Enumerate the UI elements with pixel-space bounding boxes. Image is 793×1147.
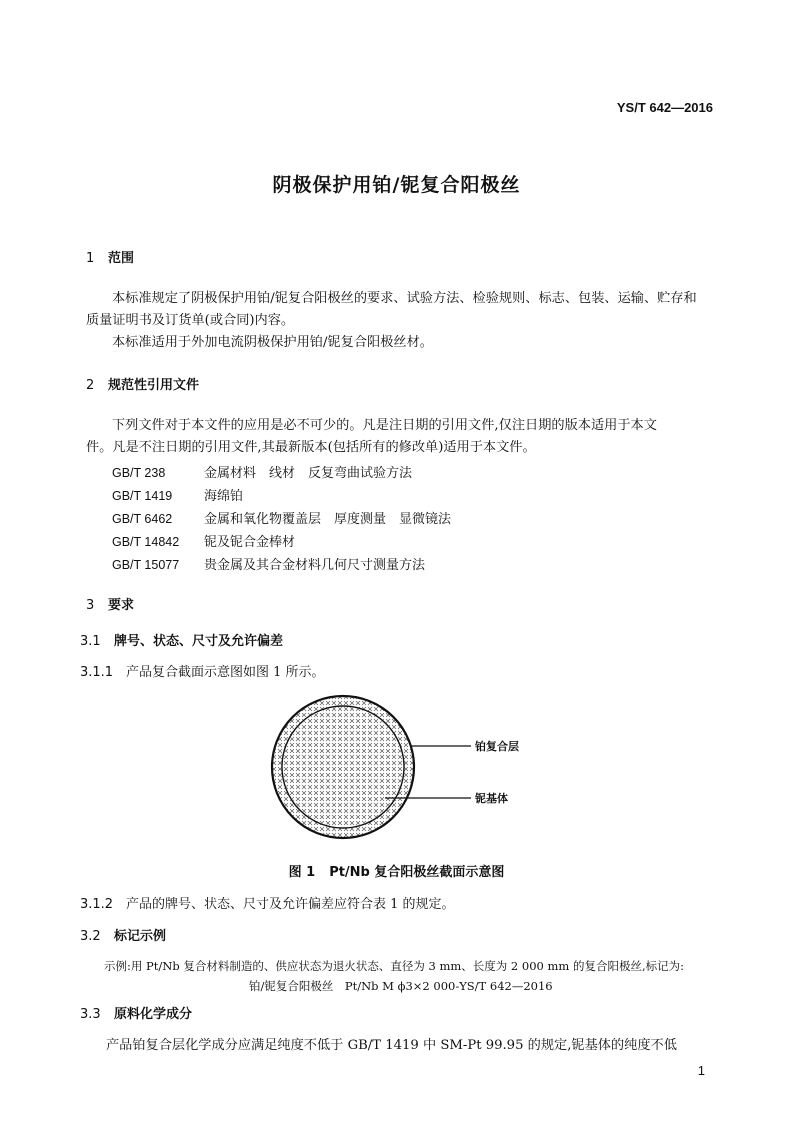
section-text: 产品复合截面示意图如图 1 所示。 [126, 665, 325, 680]
section-1-para-2: 本标准适用于外加电流阴极保护用铂/铌复合阳极丝材。 [112, 335, 433, 350]
reference-title: 铌及铌合金棒材 [204, 535, 296, 550]
section-title: 原料化学成分 [114, 1007, 193, 1022]
reference-title: 贵金属及其合金材料几何尺寸测量方法 [204, 558, 426, 573]
section-number: 3.1.1 [80, 665, 114, 680]
section-number: 3.1 [80, 634, 101, 649]
section-1-para-1-line-2: 质量证明书及订货单(或合同)内容。 [86, 313, 295, 328]
section-title: 要求 [108, 598, 135, 613]
section-3-3-text: 产品铂复合层化学成分应满足纯度不低于 GB/T 1419 中 SM-Pt 99.95 的规定,铌基体的纯度不低 [106, 1038, 677, 1053]
section-3-1-1 [80, 661, 325, 680]
section-3-1-2 [80, 893, 455, 912]
section-number: 3 [86, 598, 95, 613]
label-niobium-core: 铌基体 [475, 792, 508, 805]
reference-code: GB/T 238 [112, 466, 166, 480]
section-number: 3.1.2 [80, 897, 114, 912]
section-2-para-line-2: 件。凡是不注日期的引用文件,其最新版本(包括所有的修改单)适用于本文件。 [86, 440, 536, 455]
section-1-heading [86, 247, 134, 266]
section-title: 牌号、状态、尺寸及允许偏差 [114, 634, 284, 649]
reference-title: 海绵铂 [204, 489, 244, 504]
page-title: 阴极保护用铂/铌复合阳极丝 [272, 174, 521, 196]
reference-item [112, 508, 451, 527]
section-number: 1 [86, 251, 95, 266]
section-number: 3.2 [80, 929, 101, 944]
reference-code: GB/T 14842 [112, 535, 180, 549]
figure-title: Pt/Nb 复合阳极丝截面示意图 [329, 865, 505, 880]
marking-example-line-2: 铂/铌复合阳极丝 Pt/Nb M ϕ3×2 000-YS/T 642—2016 [249, 979, 553, 993]
section-2-para-line-1: 下列文件对于本文件的应用是必不可少的。凡是注日期的引用文件,仅注日期的版本适用于本文 [112, 418, 657, 433]
section-3-3-heading [80, 1003, 192, 1022]
reference-item [112, 485, 243, 504]
reference-code: GB/T 6462 [112, 512, 173, 526]
section-title: 规范性引用文件 [108, 378, 200, 393]
figure-number: 图 1 [288, 865, 316, 880]
reference-title: 金属和氧化物覆盖层 厚度测量 显微镜法 [204, 512, 452, 527]
section-number: 2 [86, 378, 95, 393]
reference-code: GB/T 1419 [112, 489, 173, 503]
section-title: 标记示例 [114, 929, 167, 944]
section-3-1-heading [80, 630, 283, 649]
reference-code: GB/T 15077 [112, 558, 180, 572]
section-2-heading [86, 374, 199, 393]
figure-1-caption [0, 861, 793, 880]
section-number: 3.3 [80, 1007, 101, 1022]
section-title: 范围 [108, 251, 135, 266]
reference-item [112, 462, 412, 481]
reference-item [112, 531, 295, 550]
reference-item [112, 554, 425, 573]
page-number: 1 [697, 1063, 705, 1078]
section-1-para-1-line-1: 本标准规定了阴极保护用铂/铌复合阳极丝的要求、试验方法、检验规则、标志、包装、运输、贮存和 [112, 291, 697, 306]
section-3-2-heading [80, 925, 166, 944]
figure-1-cross-section [265, 688, 555, 848]
standard-number: YS/T 642—2016 [616, 100, 713, 115]
reference-title: 金属材料 线材 反复弯曲试验方法 [204, 466, 413, 481]
section-3-heading [86, 594, 134, 613]
niobium-core [283, 707, 403, 827]
marking-example-line-1: 示例:用 Pt/Nb 复合材料制造的、供应状态为退火状态、直径为 3 mm、长度为 2 000 mm 的复合阳极丝,标记为: [104, 959, 685, 973]
label-platinum-cladding: 铂复合层 [475, 740, 519, 753]
section-text: 产品的牌号、状态、尺寸及允许偏差应符合表 1 的规定。 [126, 897, 455, 912]
